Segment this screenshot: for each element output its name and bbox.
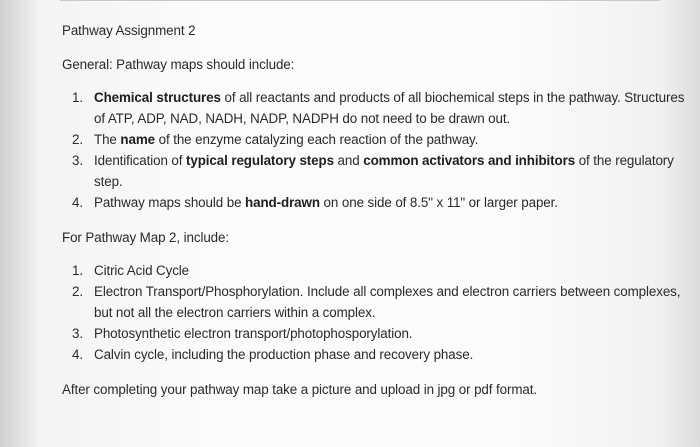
item-text: Electron Transport/Phosphorylation. Include all complexes and electron carriers between complexes, but not all the electron carriers within a complex. [94,284,681,320]
assignment-text [62,20,687,400]
item-text: Pathway maps should be [94,195,246,210]
item-number: 2. [72,284,83,299]
item-number: 1. [72,90,83,105]
emphasis-text: Chemical structures [94,90,221,105]
item-text: on one side of 8.5" x 11" or larger paper. [319,195,558,210]
item-number: 4. [72,347,83,362]
emphasis-text: hand-drawn [245,195,320,210]
item-text: Identification of [94,153,186,168]
emphasis-text: common activators and inhibitors [363,153,576,168]
item-number: 4. [72,195,83,210]
top-divider [60,0,660,1]
list-item [72,344,687,365]
map-requirements-list [62,260,687,365]
item-text: Calvin cycle, including the production phase and recovery phase. [94,347,474,362]
item-text: Citric Acid Cycle [94,263,190,278]
list-item [72,260,687,281]
item-text: of the regulatory step. [94,153,674,189]
list-item [72,87,687,129]
item-text: of all reactants and products of all biochemical steps in the pathway. Structures of ATP, ADP, NAD, NADH, NADP, NADPH do not need to be drawn out. [94,90,685,126]
item-number: 2. [72,132,83,147]
item-number: 3. [72,153,83,168]
list-item [72,150,687,192]
list-item [72,192,687,213]
emphasis-text: name [120,132,155,147]
list-item [72,281,687,323]
general-requirements-list [62,87,687,213]
list-item [72,129,687,150]
item-text: Photosynthetic electron transport/photophosporylation. [94,326,413,341]
assignment-title: Pathway Assignment 2 [62,23,196,38]
map-heading: For Pathway Map 2, include: [62,230,229,245]
emphasis-text: typical regulatory steps [186,153,334,168]
general-heading: General: Pathway maps should include: [62,57,295,72]
upload-instructions: After completing your pathway map take a picture and upload in jpg or pdf format. [62,382,537,397]
list-item [72,323,687,344]
item-text: and [333,153,364,168]
item-number: 1. [72,263,83,278]
item-text: The [94,132,121,147]
item-number: 3. [72,326,83,341]
item-text: of the enzyme catalyzing each reaction of the pathway. [155,132,479,147]
